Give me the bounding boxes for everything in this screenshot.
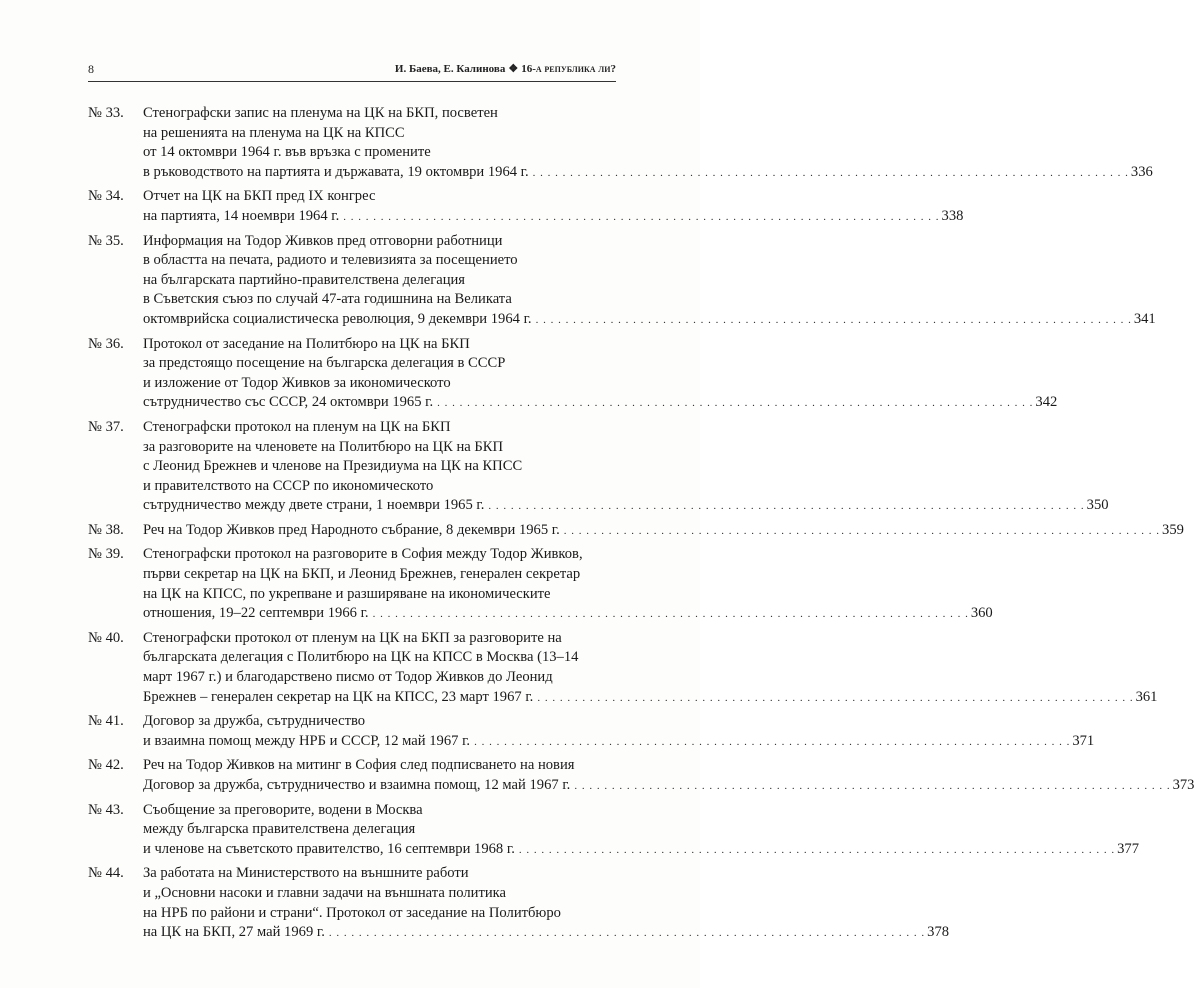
toc-entry-number: № 35.: [88, 232, 124, 249]
toc-entry-page: 371: [1072, 732, 1095, 749]
toc-entry-line: За работата на Министерството на външните работи: [143, 865, 469, 882]
toc-entry-page: 342: [1035, 394, 1058, 411]
header-rule: [88, 81, 616, 82]
ornament-icon: ❖: [508, 63, 519, 75]
toc-entry-title: [143, 864, 950, 943]
toc-entry-line: Съобщение за преговорите, водени в Москва: [143, 801, 423, 818]
toc-entry-title: [143, 335, 1058, 414]
toc-entry-page: 360: [970, 605, 993, 622]
toc-entry: [88, 545, 993, 624]
toc-entry-number: № 37.: [88, 418, 124, 435]
toc-entry-line: за предстоящо посещение на българска делегация в СССР: [143, 355, 506, 372]
toc-entry-line: и изложение от Тодор Живков за икономическото: [143, 374, 451, 391]
toc-entry-line: [143, 840, 1140, 861]
running-head-title: 16-а република ли?: [521, 63, 616, 75]
toc-entry-line: от 14 октомври 1964 г. във връзка с промените: [143, 144, 431, 161]
toc-entry-line: на българската партийно-правителствена делегация: [143, 271, 466, 288]
toc-entry-line: между българска правителствена делегация: [143, 821, 416, 838]
running-head-authors: И. Баева, Е. Калинова: [394, 63, 506, 75]
toc-entry-page: 373: [1172, 777, 1194, 793]
toc-entry-page: 361: [1135, 688, 1158, 705]
dot-leader: . . . . . . . . . . . . . . . . . . . . . . . . . . . . . . . . . . . . . . . . . . . . . . . . . . . . . . . . . . . . . . . . . . . . . . . . . . . . . . . .: [343, 210, 940, 223]
toc-entry: [88, 629, 1158, 708]
toc-entry-line: Информация на Тодор Живков пред отговорни работници: [143, 232, 503, 249]
toc-entry-line: за разговорите на членовете на Политбюро на ЦК на БКП: [143, 438, 504, 455]
toc-entry-title: [143, 521, 1184, 542]
toc-entry-page: 341: [1133, 310, 1156, 327]
dot-leader: . . . . . . . . . . . . . . . . . . . . . . . . . . . . . . . . . . . . . . . . . . . . . . . . . . . . . . . . . . . . . . . . . . . . . . . . . . . . . . . .: [372, 608, 969, 621]
toc-entry-line: [143, 923, 950, 944]
toc-entry-page: 359: [1162, 521, 1184, 538]
toc-entry-line: [143, 207, 964, 228]
toc-entry-title: [143, 104, 1153, 183]
dot-leader: . . . . . . . . . . . . . . . . . . . . . . . . . . . . . . . . . . . . . . . . . . . . . . . . . . . . . . . . . . . . . . . . . . . . . . . . . . . . . . . .: [328, 927, 926, 940]
toc-entry-line: Договор за дружба, сътрудничество: [143, 713, 366, 730]
toc-entry-page: 378: [927, 924, 950, 941]
toc-entry-page: 336: [1130, 163, 1153, 180]
toc-entry-line-text: Реч на Тодор Живков пред Народното събрание, 8 декември 1965 г.: [143, 521, 560, 538]
toc-entry-line: Стенографски запис на пленума на ЦК на БКП, посветен: [143, 105, 498, 121]
dot-leader: . . . . . . . . . . . . . . . . . . . . . . . . . . . . . . . . . . . . . . . . . . . . . . . . . . . . . . . . . . . . . . . . . . . . . . . . . . . . . . . .: [532, 166, 1129, 179]
toc-entry-line-text: и взаимна помощ между НРБ и СССР, 12 май 1967 г.: [143, 732, 471, 749]
toc-entry-title: [143, 712, 1095, 752]
toc-entry-title: [143, 418, 1109, 517]
toc-entry-line-text: октомврийска социалистическа революция, 9 декември 1964 г.: [143, 310, 532, 327]
page-number: 8: [88, 62, 94, 76]
toc-entry-title: [143, 801, 1140, 861]
dot-leader: . . . . . . . . . . . . . . . . . . . . . . . . . . . . . . . . . . . . . . . . . . . . . . . . . . . . . . . . . . . . . . . . . . . . . . . . . . . . . . . .: [574, 780, 1171, 792]
toc-entry-line-text: на партията, 14 ноември 1964 г.: [143, 207, 340, 224]
dot-leader: . . . . . . . . . . . . . . . . . . . . . . . . . . . . . . . . . . . . . . . . . . . . . . . . . . . . . . . . . . . . . . . . . . . . . . . . . . . . . . . .: [488, 500, 1085, 513]
toc-entry-line: [143, 310, 1156, 331]
page-header: [88, 60, 616, 80]
toc-entry-number: № 38.: [88, 521, 124, 538]
toc-entry-number: № 39.: [88, 546, 124, 563]
dot-leader: . . . . . . . . . . . . . . . . . . . . . . . . . . . . . . . . . . . . . . . . . . . . . . . . . . . . . . . . . . . . . . . . . . . . . . . . . . . . . . . .: [518, 843, 1116, 856]
toc-entry: [88, 521, 1184, 542]
toc-entry-line-text: сътрудничество със СССР, 24 октомври 1965 г.: [143, 394, 434, 411]
toc-entry: [88, 104, 1153, 183]
running-head: [395, 62, 616, 75]
toc-entry-line: [143, 521, 1184, 542]
toc-entry: [88, 864, 950, 943]
toc-entry-line: българската делегация с Политбюро на ЦК на КПСС в Москва (13–14: [143, 649, 579, 666]
toc-entry-number: № 43.: [88, 801, 124, 818]
toc-entry-line: Стенографски протокол на пленум на ЦК на БКП: [143, 418, 451, 435]
toc-entry-number: № 34.: [88, 188, 124, 205]
toc-entry: [88, 232, 1156, 331]
toc-entry-title: [143, 629, 1158, 708]
toc-entry-number: № 40.: [88, 629, 124, 646]
toc-entry-line-text: на ЦК на БКП, 27 май 1969 г.: [143, 924, 325, 941]
toc-entry-line: Стенографски протокол от пленум на ЦК на БКП за разговорите на: [143, 629, 562, 646]
toc-entry: [88, 187, 964, 227]
dot-leader: . . . . . . . . . . . . . . . . . . . . . . . . . . . . . . . . . . . . . . . . . . . . . . . . . . . . . . . . . . . . . . . . . . . . . . . . . . . . . . . .: [537, 691, 1134, 704]
toc-entry-line: и правителството на СССР по икономическото: [143, 477, 434, 494]
toc-entry-line: [143, 776, 1194, 797]
toc-entry-line: първи секретар на ЦК на БКП, и Леонид Брежнев, генерален секретар: [143, 566, 581, 583]
toc-entry-line-text: и членове на съветското правителство, 16 септември 1968 г.: [143, 840, 515, 857]
toc-entry-line-text: сътрудничество между двете страни, 1 ноември 1965 г.: [143, 497, 485, 514]
toc-entry-number: № 33.: [88, 105, 124, 121]
toc-entry-line: Реч на Тодор Живков на митинг в София след подписването на новия: [143, 757, 575, 774]
dot-leader: . . . . . . . . . . . . . . . . . . . . . . . . . . . . . . . . . . . . . . . . . . . . . . . . . . . . . . . . . . . . . . . . . . . . . . . . . . . . . . . .: [563, 524, 1161, 537]
toc-entry-page: 338: [941, 207, 964, 224]
toc-entry-page: 350: [1086, 497, 1109, 514]
toc-entry-title: [143, 187, 964, 227]
table-of-contents: [88, 104, 1194, 948]
toc-entry-line: Стенографски протокол на разговорите в София между Тодор Живков,: [143, 546, 583, 563]
toc-entry-page: 377: [1117, 840, 1140, 857]
toc-entry-title: [143, 232, 1156, 331]
dot-leader: . . . . . . . . . . . . . . . . . . . . . . . . . . . . . . . . . . . . . . . . . . . . . . . . . . . . . . . . . . . . . . . . . . . . . . . . . . . . . . . .: [437, 397, 1034, 410]
dot-leader: . . . . . . . . . . . . . . . . . . . . . . . . . . . . . . . . . . . . . . . . . . . . . . . . . . . . . . . . . . . . . . . . . . . . . . . . . . . . . . . .: [474, 735, 1071, 748]
toc-entry-line: март 1967 г.) и благодарствено писмо от Тодор Живков до Леонид: [143, 669, 553, 686]
toc-entry-title: [143, 545, 993, 624]
toc-entry-line-text: в ръководството на партията и държавата, 19 октомври 1964 г.: [143, 163, 529, 180]
toc-entry-line: Отчет на ЦК на БКП пред IX конгрес: [143, 188, 376, 205]
toc-entry-line: в областта на печата, радиото и телевизията за посещението: [143, 252, 518, 269]
toc-entry: [88, 756, 1194, 796]
toc-entry-line-text: Договор за дружба, сътрудничество и взаимна помощ, 12 май 1967 г.: [143, 777, 571, 793]
toc-entry: [88, 801, 1140, 861]
toc-entry-number: № 36.: [88, 335, 124, 352]
toc-entry-line: и „Основни насоки и главни задачи на външната политика: [143, 884, 506, 901]
toc-entry-line-text: Брежнев – генерален секретар на ЦК на КПСС, 23 март 1967 г.: [143, 688, 534, 705]
toc-entry-line: [143, 688, 1158, 709]
toc-entry-line: на НРБ по райони и страни“. Протокол от заседание на Политбюро: [143, 904, 561, 921]
dot-leader: . . . . . . . . . . . . . . . . . . . . . . . . . . . . . . . . . . . . . . . . . . . . . . . . . . . . . . . . . . . . . . . . . . . . . . . . . . . . . . . .: [535, 313, 1132, 326]
toc-entry-line: [143, 393, 1058, 414]
toc-entry: [88, 418, 1109, 517]
toc-entry-line: на ЦК на КПСС, по укрепване и разширяване на икономическите: [143, 585, 551, 602]
toc-entry-line: [143, 732, 1095, 753]
toc-entry-line: с Леонид Брежнев и членове на Президиума на ЦК на КПСС: [143, 458, 523, 475]
toc-entry: [88, 712, 1095, 752]
toc-entry-title: [143, 756, 1194, 796]
toc-entry-number: № 42.: [88, 757, 124, 774]
toc-entry: [88, 335, 1058, 414]
toc-entry-line-text: отношения, 19–22 септември 1966 г.: [143, 605, 369, 622]
toc-entry-line: [143, 604, 993, 625]
toc-entry-number: № 41.: [88, 713, 124, 730]
toc-entry-line: [143, 163, 1153, 184]
toc-entry-number: № 44.: [88, 865, 124, 882]
toc-entry-line: Протокол от заседание на Политбюро на ЦК на БКП: [143, 335, 470, 352]
toc-entry-line: в Съветския съюз по случай 47-ата годишнина на Великата: [143, 291, 512, 308]
toc-entry-line: на решенията на пленума на ЦК на КПСС: [143, 124, 405, 141]
toc-entry-line: [143, 496, 1109, 517]
